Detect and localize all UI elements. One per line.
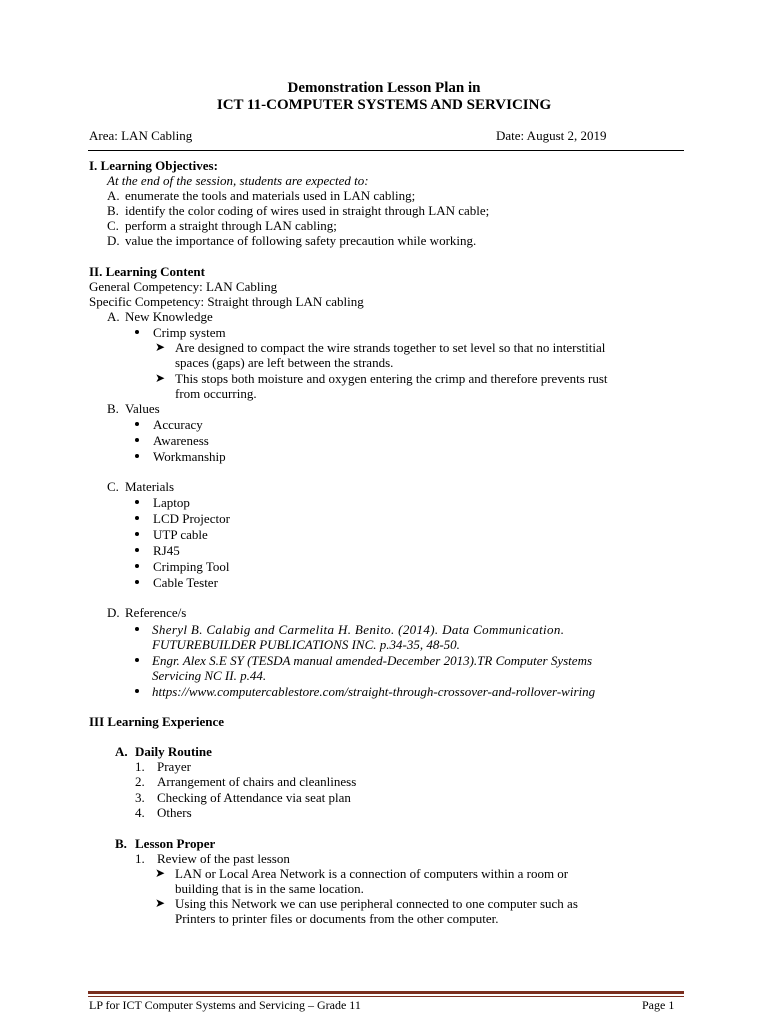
- knowledge-point-line: This stops both moisture and oxygen entering the crimp and therefore prevents rust: [175, 371, 608, 386]
- section-heading-experience: III Learning Experience: [89, 714, 225, 729]
- bullet-icon: [135, 422, 139, 426]
- arrow-bullet-icon: ➤: [155, 340, 166, 354]
- bullet-icon: [135, 454, 139, 458]
- section-heading-objectives: I. Learning Objectives:: [89, 158, 218, 173]
- value-item: Awareness: [153, 433, 209, 448]
- objective-text: perform a straight through LAN cabling;: [125, 218, 337, 233]
- objectives-intro: At the end of the session, students are expected to:: [107, 173, 369, 188]
- objective-letter: C.: [107, 218, 119, 233]
- knowledge-point-line: from occurring.: [175, 386, 257, 401]
- arrow-bullet-icon: ➤: [155, 371, 166, 385]
- subsection-letter: D.: [107, 605, 120, 620]
- lesson-point-line: Using this Network we can use peripheral connected to one computer such as: [175, 896, 578, 911]
- general-competency: General Competency: LAN Cabling: [89, 279, 278, 294]
- lesson-step-text: Review of the past lesson: [157, 851, 290, 866]
- bullet-icon: [135, 500, 139, 504]
- subsection-values: Values: [125, 401, 160, 416]
- knowledge-point-line: spaces (gaps) are left between the strands.: [175, 355, 394, 370]
- page-number: Page 1: [642, 998, 675, 1012]
- arrow-bullet-icon: ➤: [155, 866, 166, 880]
- lesson-point-line: LAN or Local Area Network is a connection of computers within a room or: [175, 866, 569, 881]
- objective-text: enumerate the tools and materials used in LAN cabling;: [125, 188, 416, 203]
- objective-letter: B.: [107, 203, 119, 218]
- routine-item: Others: [157, 805, 192, 820]
- document-title-line1: Demonstration Lesson Plan in: [287, 80, 481, 96]
- lesson-point-line: Printers to printer files or documents from the other computer.: [175, 911, 499, 926]
- footer-rule-thin: [88, 996, 684, 997]
- material-item: Laptop: [153, 495, 190, 510]
- reference-line: Sheryl B. Calabig and Carmelita H. Benito. (2014). Data Communication.: [152, 622, 565, 637]
- subsection-materials: Materials: [125, 479, 175, 494]
- bullet-icon: [135, 658, 139, 662]
- routine-number: 2.: [135, 774, 145, 789]
- value-item: Workmanship: [153, 449, 226, 464]
- objective-text: identify the color coding of wires used in straight through LAN cable;: [125, 203, 490, 218]
- material-item: LCD Projector: [153, 511, 230, 526]
- bullet-icon: [135, 548, 139, 552]
- subsection-references: Reference/s: [125, 605, 187, 620]
- subsection-new-knowledge: New Knowledge: [125, 309, 213, 324]
- objective-letter: A.: [107, 188, 120, 203]
- header-rule: [88, 150, 684, 151]
- bullet-icon: [135, 627, 139, 631]
- subsection-letter: B.: [107, 401, 119, 416]
- subsection-letter: B.: [115, 836, 127, 851]
- section-heading-content: II. Learning Content: [89, 264, 205, 279]
- lesson-point-line: building that is in the same location.: [175, 881, 364, 896]
- objective-letter: D.: [107, 233, 120, 248]
- bullet-icon: [135, 580, 139, 584]
- knowledge-point-line: Are designed to compact the wire strands together to set level so that no interstitial: [175, 340, 606, 355]
- date-label: Date: August 2, 2019: [496, 128, 607, 143]
- subsection-lesson-proper: Lesson Proper: [135, 836, 216, 851]
- material-item: RJ45: [153, 543, 180, 558]
- subsection-letter: A.: [115, 744, 128, 759]
- routine-item: Arrangement of chairs and cleanliness: [157, 774, 357, 789]
- footer-text: LP for ICT Computer Systems and Servicing – Grade 11: [89, 998, 361, 1012]
- bullet-icon: [135, 564, 139, 568]
- arrow-bullet-icon: ➤: [155, 896, 166, 910]
- objective-text: value the importance of following safety precaution while working.: [125, 233, 477, 248]
- document-title-line2: ICT 11-COMPUTER SYSTEMS AND SERVICING: [216, 97, 552, 113]
- reference-line: Engr. Alex S.E SY (TESDA manual amended-December 2013).TR Computer Systems: [152, 653, 593, 668]
- material-item: Crimping Tool: [153, 559, 230, 574]
- specific-competency: Specific Competency: Straight through LAN cabling: [89, 294, 364, 309]
- routine-item: Checking of Attendance via seat plan: [157, 790, 351, 805]
- routine-number: 4.: [135, 805, 145, 820]
- bullet-icon: [135, 689, 139, 693]
- bullet-icon: [135, 438, 139, 442]
- area-label: Area: LAN Cabling: [89, 128, 193, 143]
- subsection-letter: C.: [107, 479, 119, 494]
- reference-line: FUTUREBUILDER PUBLICATIONS INC. p.34-35, 48-50.: [152, 637, 460, 652]
- bullet-icon: [135, 516, 139, 520]
- material-item: UTP cable: [153, 527, 208, 542]
- routine-number: 1.: [135, 759, 145, 774]
- crimp-system-label: Crimp system: [153, 325, 226, 340]
- lesson-step-number: 1.: [135, 851, 145, 866]
- routine-number: 3.: [135, 790, 145, 805]
- subsection-letter: A.: [107, 309, 120, 324]
- bullet-icon: [135, 532, 139, 536]
- value-item: Accuracy: [153, 417, 203, 432]
- routine-item: Prayer: [157, 759, 191, 774]
- bullet-icon: [135, 330, 139, 334]
- footer-rule: [88, 991, 684, 994]
- material-item: Cable Tester: [153, 575, 218, 590]
- subsection-daily-routine: Daily Routine: [135, 744, 212, 759]
- reference-line: Servicing NC II. p.44.: [152, 668, 267, 683]
- reference-link[interactable]: https://www.computercablestore.com/straight-through-crossover-and-rollover-wiring: [152, 684, 596, 699]
